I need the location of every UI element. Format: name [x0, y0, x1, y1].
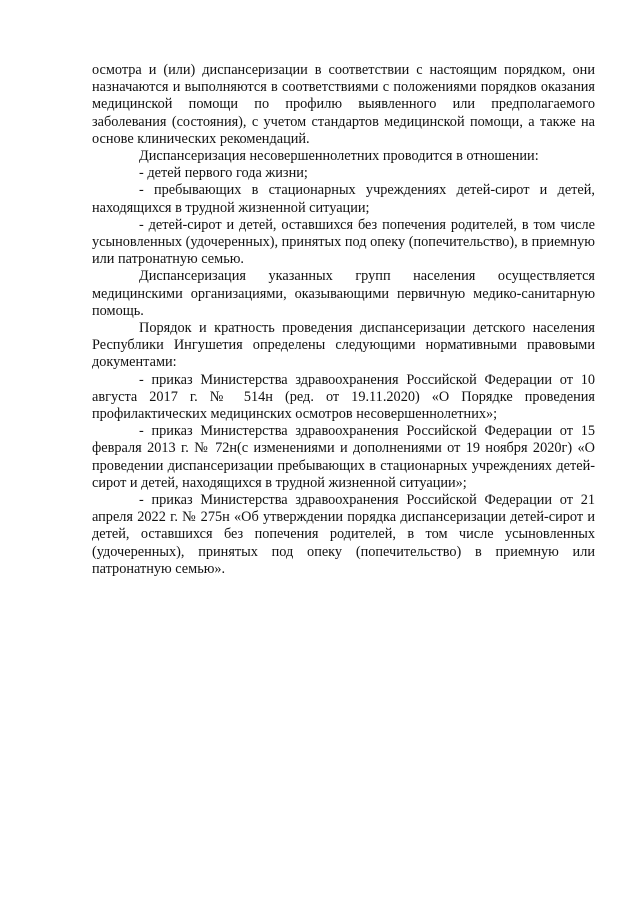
paragraph-scope-intro: Диспансеризация несовершеннолетних проводится в отношении: [139, 148, 539, 165]
list-item-institution-children: - пребывающих в стационарных учреждениях детей-сирот и детей, находящихся в трудной жизненной ситуации; [92, 182, 595, 216]
paragraph-regulations-intro: Порядок и кратность проведения диспансеризации детского населения Республики Ингушетия определены следующими нормативными правовыми документами: [92, 320, 595, 371]
paragraph-continuation: осмотра и (или) диспансеризации в соответствии с настоящим порядком, они назначаются и выполняются в соответствиями с положениями порядков оказания медицинской помощи по профилю выявленного или предполагаемого заболевания (состояния), с учетом стандартов медицинской помощи, а также на основе клинических рекомендаций. [92, 62, 595, 147]
list-item-orphans: - детей-сирот и детей, оставшихся без попечения родителей, в том числе усыновленных (удочеренных), принятых под опеку (попечительство), в приемную или патронатную семью. [92, 216, 595, 268]
list-item-order-275n: - приказ Министерства здравоохранения Российской Федерации от 21 апреля 2022 г. № 275н «Об утверждении порядка диспансеризации детей-сирот и детей, оставшихся без попечения родителей, в том числе усыновленных (удочеренных), принятых под опеку (попечительство) в приемную или патронатную семью». [92, 492, 595, 577]
paragraph-providers: Диспансеризация указанных групп населения осуществляется медицинскими организациями, оказывающими первичную медико-санитарную помощь. [92, 268, 595, 319]
document-body [92, 62, 595, 578]
list-item-infants: - детей первого года жизни; [139, 165, 308, 182]
list-item-order-514n: - приказ Министерства здравоохранения Российской Федерации от 10 августа 2017 г. № 514н (ред. от 19.11.2020) «О Порядке проведения профилактических медицинских осмотров несовершеннолетних»; [92, 371, 595, 423]
list-item-order-72n: - приказ Министерства здравоохранения Российской Федерации от 15 февраля 2013 г. № 72н(с изменениями и дополнениями от 19 ноября 2020г) «О проведении диспансеризации пребывающих в стационарных учреждениях детей-сирот и детей, находящихся в трудной жизненной ситуации»; [92, 423, 595, 491]
